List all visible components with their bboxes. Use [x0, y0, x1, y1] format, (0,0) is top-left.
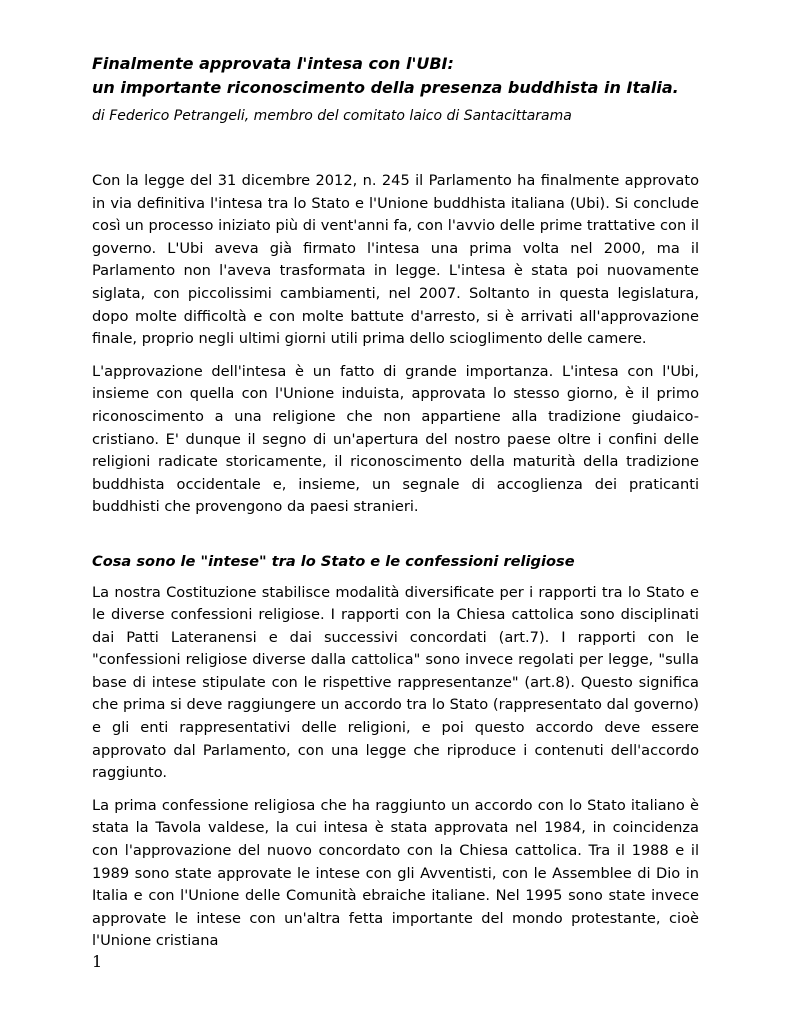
section-paragraph-2: La prima confessione religiosa che ha raggiunto un accordo con lo Stato italiano è stata la Tavola valdese, la cui intesa è stata approvata nel 1984, in coincidenza con l'approvazione del nuovo concordato con la Chiesa cattolica. Tra il 1988 e il 1989 sono state approvate le intese con gli Avventisti, con le Assemblee di Dio in Italia e con l'Unione delle Comunità ebraiche italiane. Nel 1995 sono state invece approvate le intese con un'altra fetta importante del mondo protestante, cioè l'Unione cristiana [92, 796, 699, 950]
article-byline: di Federico Petrangeli, membro del comitato laico di Santacittarama [92, 108, 572, 124]
title-line-1: Finalmente approvata l'intesa con l'UBI: [92, 54, 454, 73]
page-number: 1 [92, 952, 103, 971]
title-line-2: un importante riconoscimento della presenza buddhista in Italia. [92, 78, 679, 97]
section-paragraph-1: La nostra Costituzione stabilisce modalità diversificate per i rapporti tra lo Stato e le diverse confessioni religiose. I rapporti con la Chiesa cattolica sono disciplinati dai Patti Lateranensi e dai successivi concordati (art.7). I rapporti con le "confessioni religiose diverse dalla cattolica" sono invece regolati per legge, "sulla base di intese stipulate con le rispettive rappresentanze" (art.8). Questo significa che prima si deve raggiungere un accordo tra lo Stato (rappresentato dal governo) e gli enti rappresentativi delle religioni, e poi questo accordo deve essere approvato dal Parlamento, con una legge che riproduce i contenuti dell'accordo raggiunto. [92, 583, 699, 782]
paragraph-2: L'approvazione dell'intesa è un fatto di grande importanza. L'intesa con l'Ubi, insieme con quella con l'Unione induista, approvata lo stesso giorno, è il primo riconoscimento a una religione che non appartiene alla tradizione giudaico-cristiano. E' dunque il segno di un'apertura del nostro paese oltre i confini delle religioni radicate storicamente, il riconoscimento della maturità della tradizione buddhista occidentale e, insieme, un segnale di accoglienza dei praticanti buddhisti che provengono da paesi stranieri. [92, 362, 699, 516]
article-title [92, 52, 699, 100]
document-page [92, 52, 699, 963]
paragraph-1: Con la legge del 31 dicembre 2012, n. 245 il Parlamento ha finalmente approvato in via definitiva l'intesa tra lo Stato e l'Unione buddhista italiana (Ubi). Si conclude così un processo iniziato più di vent'anni fa, con l'avvio delle prime trattative con il governo. L'Ubi aveva già firmato l'intesa una prima volta nel 2000, ma il Parlamento non l'aveva trasformata in legge. L'intesa è stata poi nuovamente siglata, con piccolissimi cambiamenti, nel 2007. Soltanto in questa legislatura, dopo molte difficoltà e con molte battute d'arresto, si è arrivati all'approvazione finale, proprio negli ultimi giorni utili prima dello scioglimento delle camere. [92, 172, 699, 348]
section-heading: Cosa sono le "intese" tra lo Stato e le confessioni religiose [92, 552, 575, 570]
